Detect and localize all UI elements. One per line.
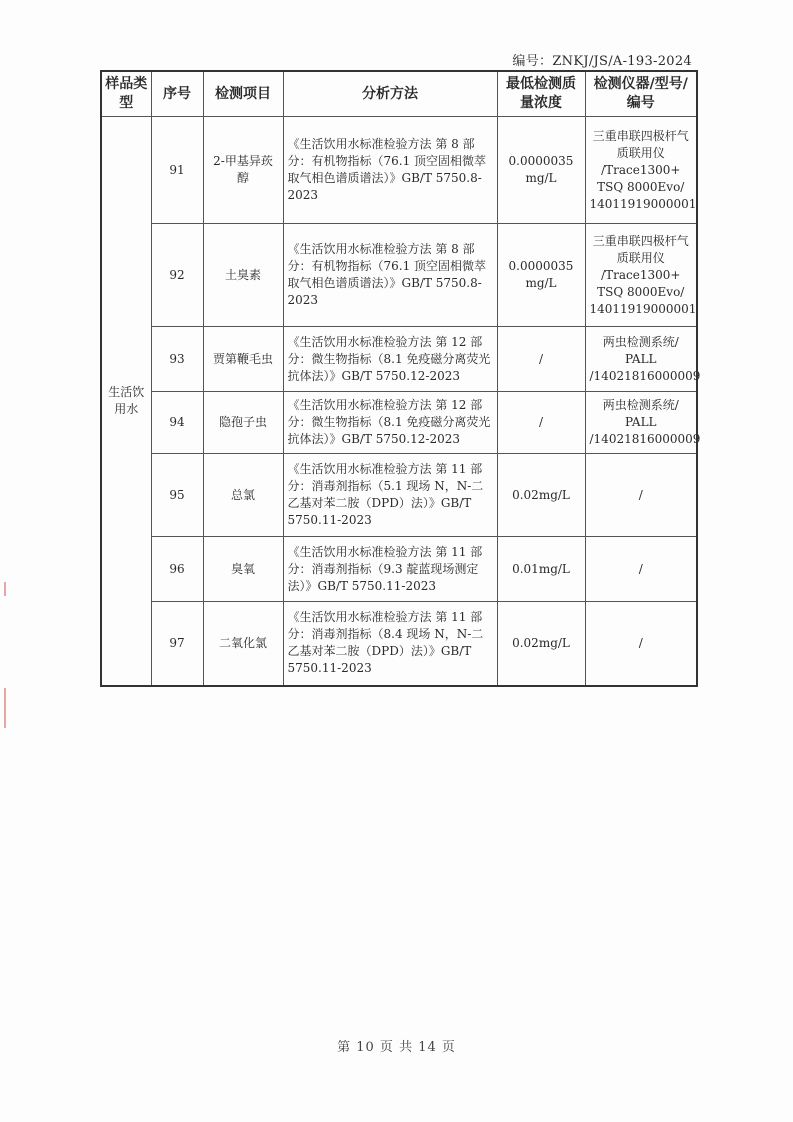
item-cell: 二氧化氯 bbox=[203, 602, 283, 686]
item-cell: 土臭素 bbox=[203, 224, 283, 327]
column-header-instrument: 检测仪器/型号/编号 bbox=[585, 71, 697, 117]
method-cell: 《生活饮用水标准检验方法 第 11 部分：消毒剂指标（8.4 现场 N，N-二乙基对苯二胺（DPD）法）》GB/T 5750.11-2023 bbox=[283, 602, 497, 686]
item-cell: 总氯 bbox=[203, 454, 283, 537]
item-cell: 隐孢子虫 bbox=[203, 392, 283, 454]
concentration-cell: 0.02mg/L bbox=[497, 602, 585, 686]
item-cell: 贾第鞭毛虫 bbox=[203, 327, 283, 392]
table-row bbox=[101, 327, 697, 392]
document-number: 编号：ZNKJ/JS/A-193-2024 bbox=[512, 54, 692, 69]
method-cell: 《生活饮用水标准检验方法 第 11 部分：消毒剂指标（9.3 靛蓝现场测定法）》GB/T 5750.11-2023 bbox=[283, 537, 497, 602]
method-cell: 《生活饮用水标准检验方法 第 11 部分：消毒剂指标（5.1 现场 N，N-二乙基对苯二胺（DPD）法）》GB/T 5750.11-2023 bbox=[283, 454, 497, 537]
column-header-sample-type: 样品类型 bbox=[101, 71, 151, 117]
instrument-cell: 三重串联四极杆气质联用仪 /Trace1300+ TSQ 8000Evo/ 14011919000001 bbox=[585, 224, 697, 327]
method-cell: 《生活饮用水标准检验方法 第 12 部分：微生物指标（8.1 免疫磁分离荧光抗体法）》GB/T 5750.12-2023 bbox=[283, 327, 497, 392]
seq-cell: 92 bbox=[151, 224, 203, 327]
method-cell: 《生活饮用水标准检验方法 第 8 部分：有机物指标（76.1 顶空固相微萃取气相色谱质谱法）》GB/T 5750.8-2023 bbox=[283, 224, 497, 327]
inspection-methods-table bbox=[100, 70, 701, 687]
seq-cell: 95 bbox=[151, 454, 203, 537]
instrument-cell: 三重串联四极杆气质联用仪 /Trace1300+ TSQ 8000Evo/ 14011919000001 bbox=[585, 117, 697, 224]
table-row bbox=[101, 602, 697, 686]
table-row bbox=[101, 392, 697, 454]
concentration-cell: / bbox=[497, 392, 585, 454]
concentration-cell: 0.0000035 mg/L bbox=[497, 117, 585, 224]
seq-cell: 96 bbox=[151, 537, 203, 602]
item-cell: 臭氧 bbox=[203, 537, 283, 602]
instrument-cell: / bbox=[585, 602, 697, 686]
column-header-seq: 序号 bbox=[151, 71, 203, 117]
item-cell: 2-甲基异莰醇 bbox=[203, 117, 283, 224]
table-row bbox=[101, 454, 697, 537]
column-header-method: 分析方法 bbox=[283, 71, 497, 117]
table-row bbox=[101, 224, 697, 327]
table-row bbox=[101, 537, 697, 602]
concentration-cell: / bbox=[497, 327, 585, 392]
binding-mark bbox=[4, 582, 6, 596]
seq-cell: 91 bbox=[151, 117, 203, 224]
seq-cell: 93 bbox=[151, 327, 203, 392]
table-header-row bbox=[101, 71, 697, 117]
column-header-item: 检测项目 bbox=[203, 71, 283, 117]
table-row bbox=[101, 117, 697, 224]
concentration-cell: 0.0000035 mg/L bbox=[497, 224, 585, 327]
method-cell: 《生活饮用水标准检验方法 第 8 部分：有机物指标（76.1 顶空固相微萃取气相色谱质谱法）》GB/T 5750.8-2023 bbox=[283, 117, 497, 224]
seq-cell: 94 bbox=[151, 392, 203, 454]
sample-type-cell: 生活饮用水 bbox=[101, 117, 151, 686]
instrument-cell: / bbox=[585, 454, 697, 537]
instrument-cell: / bbox=[585, 537, 697, 602]
concentration-cell: 0.01mg/L bbox=[497, 537, 585, 602]
method-cell: 《生活饮用水标准检验方法 第 12 部分：微生物指标（8.1 免疫磁分离荧光抗体法）》GB/T 5750.12-2023 bbox=[283, 392, 497, 454]
binding-mark bbox=[4, 688, 6, 728]
concentration-cell: 0.02mg/L bbox=[497, 454, 585, 537]
column-header-concentration: 最低检测质量浓度 bbox=[497, 71, 585, 117]
instrument-cell: 两虫检测系统/ PALL /14021816000009 bbox=[585, 327, 697, 392]
instrument-cell: 两虫检测系统/ PALL /14021816000009 bbox=[585, 392, 697, 454]
page-number: 第 10 页 共 14 页 bbox=[337, 1040, 456, 1055]
seq-cell: 97 bbox=[151, 602, 203, 686]
